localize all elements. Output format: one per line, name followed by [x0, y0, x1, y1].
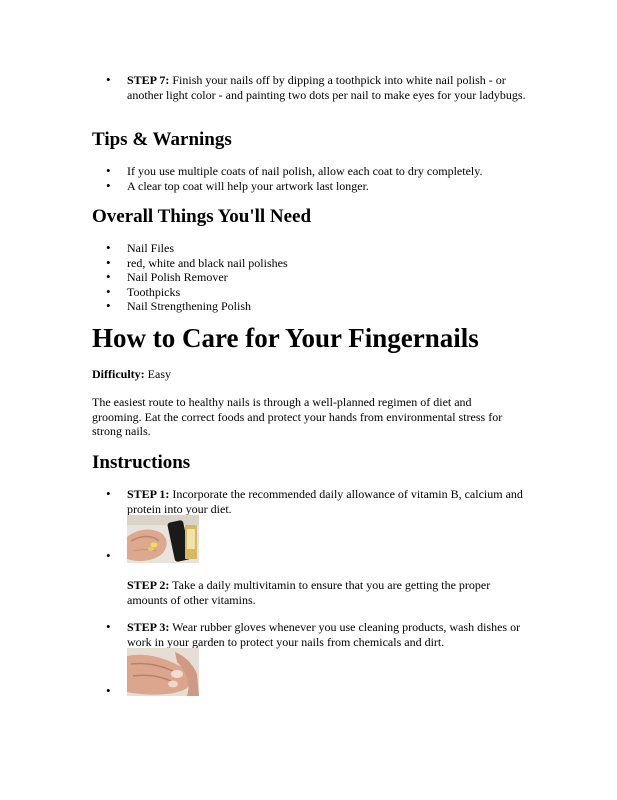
- step2-label: STEP 2:: [127, 578, 170, 592]
- needs-heading: Overall Things You'll Need: [92, 206, 312, 227]
- tip-item: • A clear top coat will help your artwork last longer.: [92, 179, 482, 194]
- step3-photo: [127, 648, 199, 701]
- step7-label: STEP 7:: [127, 73, 170, 87]
- difficulty-line: [92, 367, 171, 382]
- need-item: • Nail Files: [92, 241, 288, 256]
- step1-photo: [127, 515, 199, 568]
- article-title: How to Care for Your Fingernails: [92, 323, 479, 353]
- step3-text: Wear rubber gloves whenever you use cleaning products, wash dishes or work in your garden to protect your nails from chemicals and dirt.: [127, 620, 521, 649]
- step2-list: [92, 578, 527, 607]
- difficulty-value: Easy: [144, 367, 171, 381]
- step3-item: [92, 620, 527, 649]
- step3-label: STEP 3:: [127, 620, 170, 634]
- need-item: • Toothpicks: [92, 285, 288, 300]
- list-item: [92, 549, 130, 564]
- tips-list: [92, 164, 482, 193]
- step7-text: Finish your nails off by dipping a toothpick into white nail polish - or another light color - and painting two dots per nail to make eyes for your ladybugs.: [127, 73, 526, 102]
- step7-list: [92, 73, 527, 102]
- filing-fingernails-photo: [127, 648, 199, 696]
- list-item: [92, 684, 130, 699]
- tip-item: • If you use multiple coats of nail polish, allow each coat to dry completely.: [92, 164, 482, 179]
- instructions-list: [92, 487, 527, 516]
- step1-item: [92, 487, 527, 516]
- difficulty-label: Difficulty:: [92, 367, 145, 381]
- need-item: • red, white and black nail polishes: [92, 256, 288, 271]
- vitamin-pills-in-hand-photo: [127, 515, 199, 563]
- step3-list: [92, 620, 527, 649]
- step1-text: Incorporate the recommended daily allowance of vitamin B, calcium and protein into your diet.: [127, 487, 523, 516]
- step2-item: [92, 578, 527, 607]
- need-item: • Nail Polish Remover: [92, 270, 288, 285]
- step1-label: STEP 1:: [127, 487, 170, 501]
- needs-list: [92, 241, 288, 314]
- intro-paragraph: The easiest route to healthy nails is through a well-planned regimen of diet and grooming. Eat the correct foods and protect your hands from environmental stress for strong nails.: [92, 395, 503, 438]
- photo1-bullet-list: [92, 549, 130, 564]
- step2-text: Take a daily multivitamin to ensure that you are getting the proper amounts of other vitamins.: [127, 578, 491, 607]
- tips-heading: Tips & Warnings: [92, 129, 232, 150]
- step7-item: [92, 73, 527, 102]
- need-item: • Nail Strengthening Polish: [92, 299, 288, 314]
- trailing-list: [92, 684, 130, 699]
- instructions-heading: Instructions: [92, 452, 191, 473]
